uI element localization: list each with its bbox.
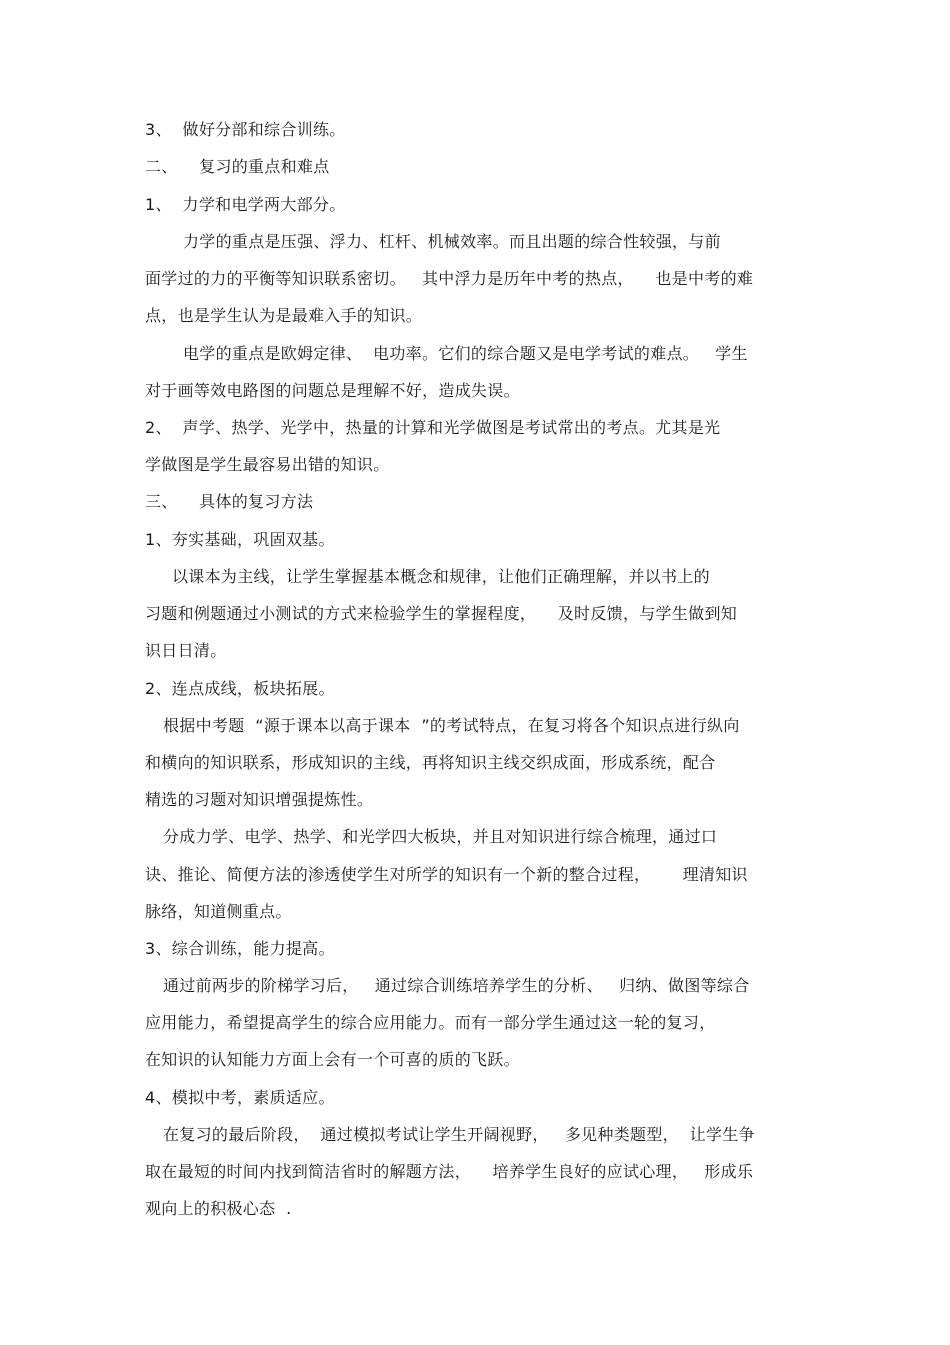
text-line: 脉络，知道侧重点。 — [145, 902, 292, 921]
text-line: 识日日清。 — [145, 641, 227, 660]
text-line: 取在最短的时间内找到简洁省时的解题方法， 培养学生良好的应试心理， 形成乐 — [145, 1162, 754, 1181]
text-line: 1、 力学和电学两大部分。 — [145, 195, 346, 214]
text-line: 4、模拟中考，素质适应。 — [145, 1088, 335, 1107]
text-line: 力学的重点是压强、浮力、杠杆、机械效率。而且出题的综合性较强，与前 — [183, 232, 721, 251]
text-line: 在知识的认知能力方面上会有一个可喜的质的飞跃。 — [145, 1050, 520, 1069]
text-line: 3、综合训练，能力提高。 — [145, 939, 335, 958]
text-line: 根据中考题 “源于课本以高于课本 ”的考试特点，在复习将各个知识点进行纵向 — [163, 716, 740, 735]
section-heading: 三、 具体的复习方法 — [145, 492, 314, 511]
text-line: 2、 声学、热学、光学中，热量的计算和光学做图是考试常出的考点。尤其是光 — [145, 418, 721, 437]
text-line: 诀、推论、简便方法的渗透使学生对所学的知识有一个新的整合过程， 理清知识 — [145, 865, 748, 884]
text-line: 点，也是学生认为是最难入手的知识。 — [145, 306, 423, 325]
text-line: 通过前两步的阶梯学习后， 通过综合训练培养学生的分析、 归纳、做图等综合 — [163, 976, 750, 995]
text-line: 应用能力，希望提高学生的综合应用能力。而有一部分学生通过这一轮的复习， — [145, 1013, 716, 1032]
text-line: 精选的习题对知识增强提炼性。 — [145, 790, 374, 809]
text-line: 对于画等效电路图的问题总是理解不好，造成失误。 — [145, 381, 520, 400]
text-line: 以课本为主线，让学生掌握基本概念和规律，让他们正确理解，并以书上的 — [172, 567, 710, 586]
text-line: 和横向的知识联系，形成知识的主线，再将知识主线交织成面，形成系统，配合 — [145, 753, 716, 772]
text-line: 2、连点成线，板块拓展。 — [145, 679, 335, 698]
text-line: 面学过的力的平衡等知识联系密切。 其中浮力是历年中考的热点， 也是中考的难 — [145, 269, 754, 288]
text-line: 在复习的最后阶段， 通过模拟考试让学生开阔视野， 多见种类题型， 让学生争 — [163, 1125, 755, 1144]
text-line: 观向上的积极心态 . — [145, 1199, 292, 1218]
text-line: 电学的重点是欧姆定律、 电功率。它们的综合题又是电学考试的难点。 学生 — [183, 344, 748, 363]
text-line: 习题和例题通过小测试的方式来检验学生的掌握程度， 及时反馈，与学生做到知 — [145, 604, 738, 623]
text-line: 3、 做好分部和综合训练。 — [145, 120, 346, 139]
section-heading: 二、 复习的重点和难点 — [145, 157, 330, 176]
text-line: 学做图是学生最容易出错的知识。 — [145, 455, 390, 474]
text-line: 1、夯实基础，巩固双基。 — [145, 530, 335, 549]
text-line: 分成力学、电学、热学、和光学四大板块，并且对知识进行综合梳理，通过口 — [163, 827, 718, 846]
